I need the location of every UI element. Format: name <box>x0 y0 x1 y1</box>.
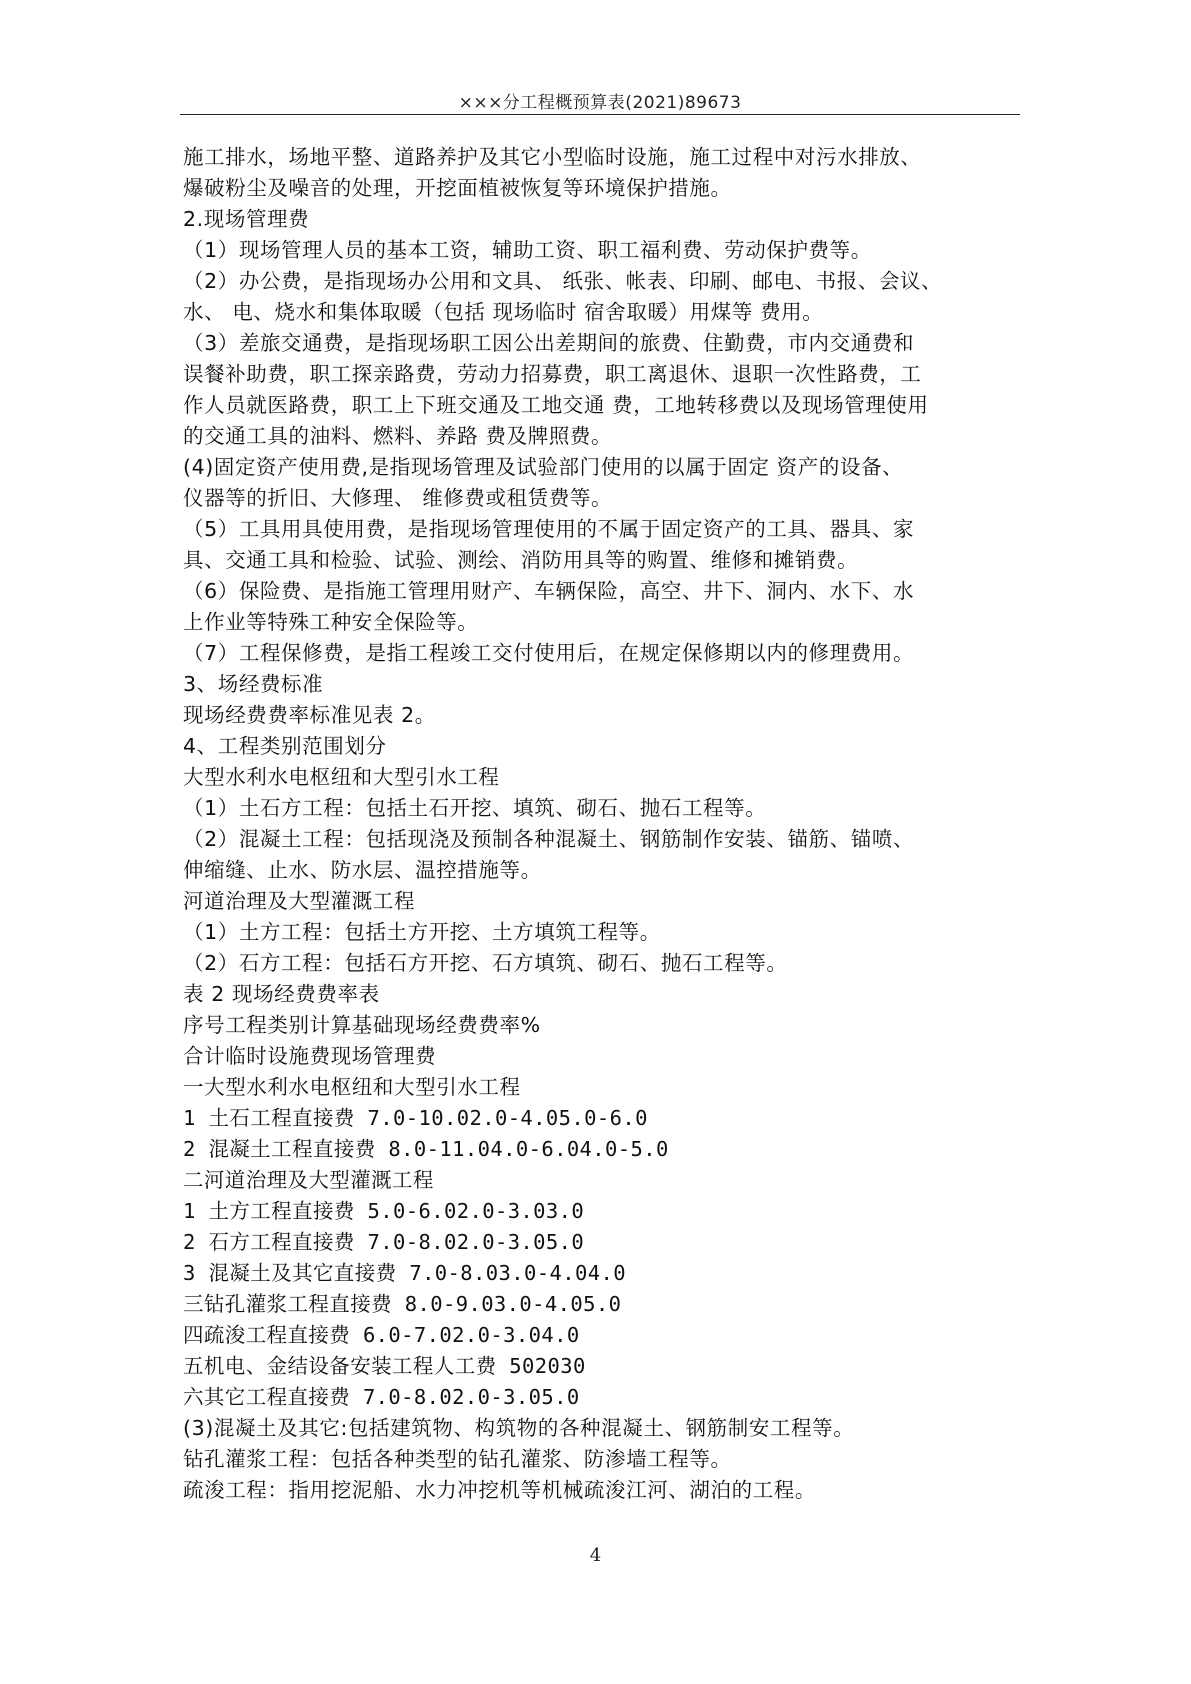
text-line: 2 石方工程直接费 7.0-8.02.0-3.05.0 <box>183 1230 585 1254</box>
text-line: 具、交通工具和检验、试验、测绘、消防用具等的购置、维修和摊销费。 <box>183 548 859 572</box>
text-line: 施工排水，场地平整、道路养护及其它小型临时设施，施工过程中对污水排放、 <box>183 145 922 169</box>
header-title: ×××分工程概预算表(2021)89673 <box>458 93 742 113</box>
document-body <box>183 142 1021 1506</box>
text-line: 的交通工具的油料、燃料、养路 费及牌照费。 <box>183 424 613 448</box>
text-line: 一大型水利水电枢纽和大型引水工程 <box>183 1075 521 1099</box>
header-rule <box>180 114 1020 115</box>
text-line: 仪器等的折旧、大修理、 维修费或租赁费等。 <box>183 486 613 510</box>
text-line: （1）土方工程：包括土方开挖、土方填筑工程等。 <box>183 920 661 944</box>
text-line: (3)混凝土及其它:包括建筑物、构筑物的各种混凝土、钢筋制安工程等。 <box>183 1416 855 1440</box>
page-number: 4 <box>589 1545 602 1566</box>
text-line: （1）土石方工程：包括土石开挖、填筑、砌石、抛石工程等。 <box>183 796 767 820</box>
text-line: 六其它工程直接费 7.0-8.02.0-3.05.0 <box>183 1385 580 1409</box>
text-line: 三钻孔灌浆工程直接费 8.0-9.03.0-4.05.0 <box>183 1292 622 1316</box>
text-line: 四疏浚工程直接费 6.0-7.02.0-3.04.0 <box>183 1323 580 1347</box>
text-line: 现场经费费率标准见表 2。 <box>183 703 436 727</box>
text-line: 二河道治理及大型灌溉工程 <box>183 1168 434 1192</box>
text-line: (4)固定资产使用费,是指现场管理及试验部门使用的以属于固定 资产的设备、 <box>183 455 904 479</box>
text-line: 伸缩缝、止水、防水层、温控措施等。 <box>183 858 542 882</box>
text-line: 3、场经费标准 <box>183 672 324 696</box>
text-line: 爆破粉尘及噪音的处理，开挖面植被恢复等环境保护措施。 <box>183 176 732 200</box>
text-line: 序号工程类别计算基础现场经费费率% <box>183 1013 541 1037</box>
text-line: 大型水利水电枢纽和大型引水工程 <box>183 765 500 789</box>
text-line: 1 土方工程直接费 5.0-6.02.0-3.03.0 <box>183 1199 585 1223</box>
text-line: 疏浚工程：指用挖泥船、水力冲挖机等机械疏浚江河、湖泊的工程。 <box>183 1478 816 1502</box>
text-line: 上作业等特殊工种安全保险等。 <box>183 610 479 634</box>
text-line: 1 土石工程直接费 7.0-10.02.0-4.05.0-6.0 <box>183 1106 648 1130</box>
text-line: 表 2 现场经费费率表 <box>183 982 380 1006</box>
text-line: （7）工程保修费，是指工程竣工交付使用后，在规定保修期以内的修理费用。 <box>183 641 915 665</box>
text-line: （2）石方工程：包括石方开挖、石方填筑、砌石、抛石工程等。 <box>183 951 788 975</box>
text-line: 水、 电、烧水和集体取暖（包括 现场临时 宿舍取暖）用煤等 费用。 <box>183 300 824 324</box>
text-line: 4、工程类别范围划分 <box>183 734 387 758</box>
text-line: 2.现场管理费 <box>183 207 310 231</box>
text-line: （6）保险费、是指施工管理用财产、车辆保险，高空、井下、洞内、水下、水 <box>183 579 915 603</box>
text-line: 3 混凝土及其它直接费 7.0-8.03.0-4.04.0 <box>183 1261 626 1285</box>
text-line: 五机电、金结设备安装工程人工费 502030 <box>183 1354 586 1378</box>
text-line: 作人员就医路费，职工上下班交通及工地交通 费，工地转移费以及现场管理使用 <box>183 393 929 417</box>
text-line: （3）差旅交通费，是指现场职工因公出差期间的旅费、住勤费，市内交通费和 <box>183 331 915 355</box>
text-line: 钻孔灌浆工程：包括各种类型的钻孔灌浆、防渗墙工程等。 <box>183 1447 732 1471</box>
text-line: （2）混凝土工程：包括现浇及预制各种混凝土、钢筋制作安装、锚筋、锚喷、 <box>183 827 915 851</box>
text-line: （2）办公费，是指现场办公用和文具、 纸张、帐表、印刷、邮电、书报、会议、 <box>183 269 943 293</box>
text-line: 误餐补助费，职工探亲路费，劳动力招募费，职工离退休、退职一次性路费，工 <box>183 362 922 386</box>
text-line: （1）现场管理人员的基本工资，辅助工资、职工福利费、劳动保护费等。 <box>183 238 872 262</box>
text-line: 2 混凝土工程直接费 8.0-11.04.0-6.04.0-5.0 <box>183 1137 669 1161</box>
page-header <box>180 80 1020 116</box>
text-line: 合计临时设施费现场管理费 <box>183 1044 437 1068</box>
text-line: （5）工具用具使用费，是指现场管理使用的不属于固定资产的工具、器具、家 <box>183 517 915 541</box>
text-line: 河道治理及大型灌溉工程 <box>183 889 416 913</box>
